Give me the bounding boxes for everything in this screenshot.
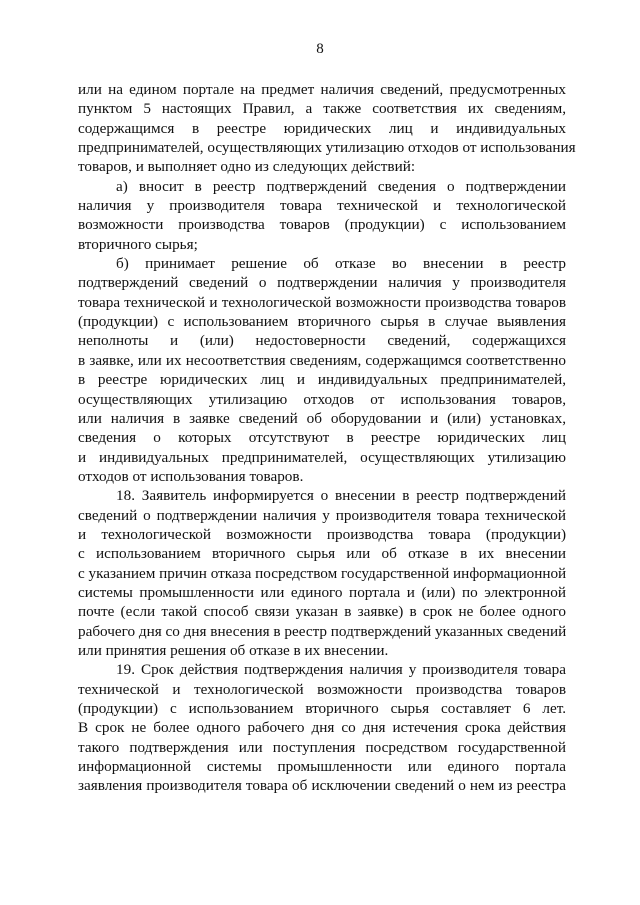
- text-line: отходов от использования товаров.: [78, 467, 304, 485]
- text-line: осуществляющих утилизацию отходов от использования товаров,: [78, 390, 566, 408]
- text-line: подтверждений сведений о подтверждении наличия у производителя: [78, 274, 566, 292]
- text-line: предпринимателей, осуществляющих утилизацию отходов от использования: [78, 139, 576, 157]
- text-line: или принятия решения об отказе в их внесении.: [78, 641, 389, 659]
- document-body: [78, 80, 576, 796]
- text-line: системы промышленности или единого портала и (или) по электронной: [78, 583, 566, 601]
- text-line: или наличия в заявке сведений об оборудовании и (или) установках,: [78, 409, 566, 427]
- text-line: с указанием причин отказа посредством государственной информационной: [78, 564, 567, 582]
- text-line: и индивидуальных предпринимателей, осуществляющих утилизацию: [78, 448, 566, 466]
- text-line: пунктом 5 настоящих Правил, а также соответствия их сведениям,: [78, 100, 566, 118]
- text-line: или на едином портале на предмет наличия сведений, предусмотренных: [78, 81, 566, 98]
- text-line: с использованием вторичного сырья или об отказе в их внесении: [78, 545, 566, 563]
- text-line: сведения о которых отсутствуют в реестре юридических лиц: [78, 429, 566, 447]
- text-line: товаров, и выполняет одно из следующих действий:: [78, 158, 416, 176]
- text-line: возможности производства товаров (продукции) с использованием: [78, 216, 566, 234]
- text-line: наличия у производителя товара технической и технологической: [78, 197, 566, 215]
- text-line: информационной системы промышленности или единого портала: [78, 758, 566, 776]
- text-line: в реестре юридических лиц и индивидуальных предпринимателей,: [78, 371, 566, 389]
- text-line: заявления производителя товара об исключении сведений о нем из реестра: [78, 777, 566, 795]
- text-line: а) вносит в реестр подтверждений сведения о подтверждении: [116, 177, 566, 195]
- text-line: в заявке, или их несоответствия сведениям, содержащимся соответственно: [78, 351, 566, 369]
- text-line: б) принимает решение об отказе во внесении в реестр: [116, 255, 566, 273]
- text-line: технической и технологической возможности производства товаров: [78, 680, 566, 698]
- text-line: почте (если такой способ связи указан в заявке) в срок не более одного: [78, 603, 566, 621]
- text-line: (продукции) с использованием вторичного сырья составляет 6 лет.: [78, 700, 566, 717]
- text-line: рабочего дня со дня внесения в реестр подтверждений указанных сведений: [78, 622, 567, 640]
- text-line: товара технической и технологической возможности производства товаров: [78, 293, 566, 311]
- text-line: 19. Срок действия подтверждения наличия у производителя товара: [116, 661, 566, 679]
- text-line: содержащимся в реестре юридических лиц и индивидуальных: [78, 119, 566, 137]
- text-line: неполноты и (или) недостоверности сведений, содержащихся: [78, 332, 566, 350]
- page-number: 8: [316, 41, 324, 57]
- text-line: 18. Заявитель информируется о внесении в реестр подтверждений: [116, 487, 566, 505]
- text-line: В срок не более одного рабочего дня со дня истечения срока действия: [78, 719, 566, 737]
- text-line: и технологической возможности производства товара (продукции): [78, 525, 566, 543]
- text-line: вторичного сырья;: [78, 235, 198, 253]
- text-line: такого подтверждения или поступления посредством государственной: [78, 738, 566, 756]
- text-line: сведений о подтверждении наличия у производителя товара технической: [78, 506, 566, 524]
- text-line: (продукции) с использованием вторичного сырья в случае выявления: [78, 313, 566, 331]
